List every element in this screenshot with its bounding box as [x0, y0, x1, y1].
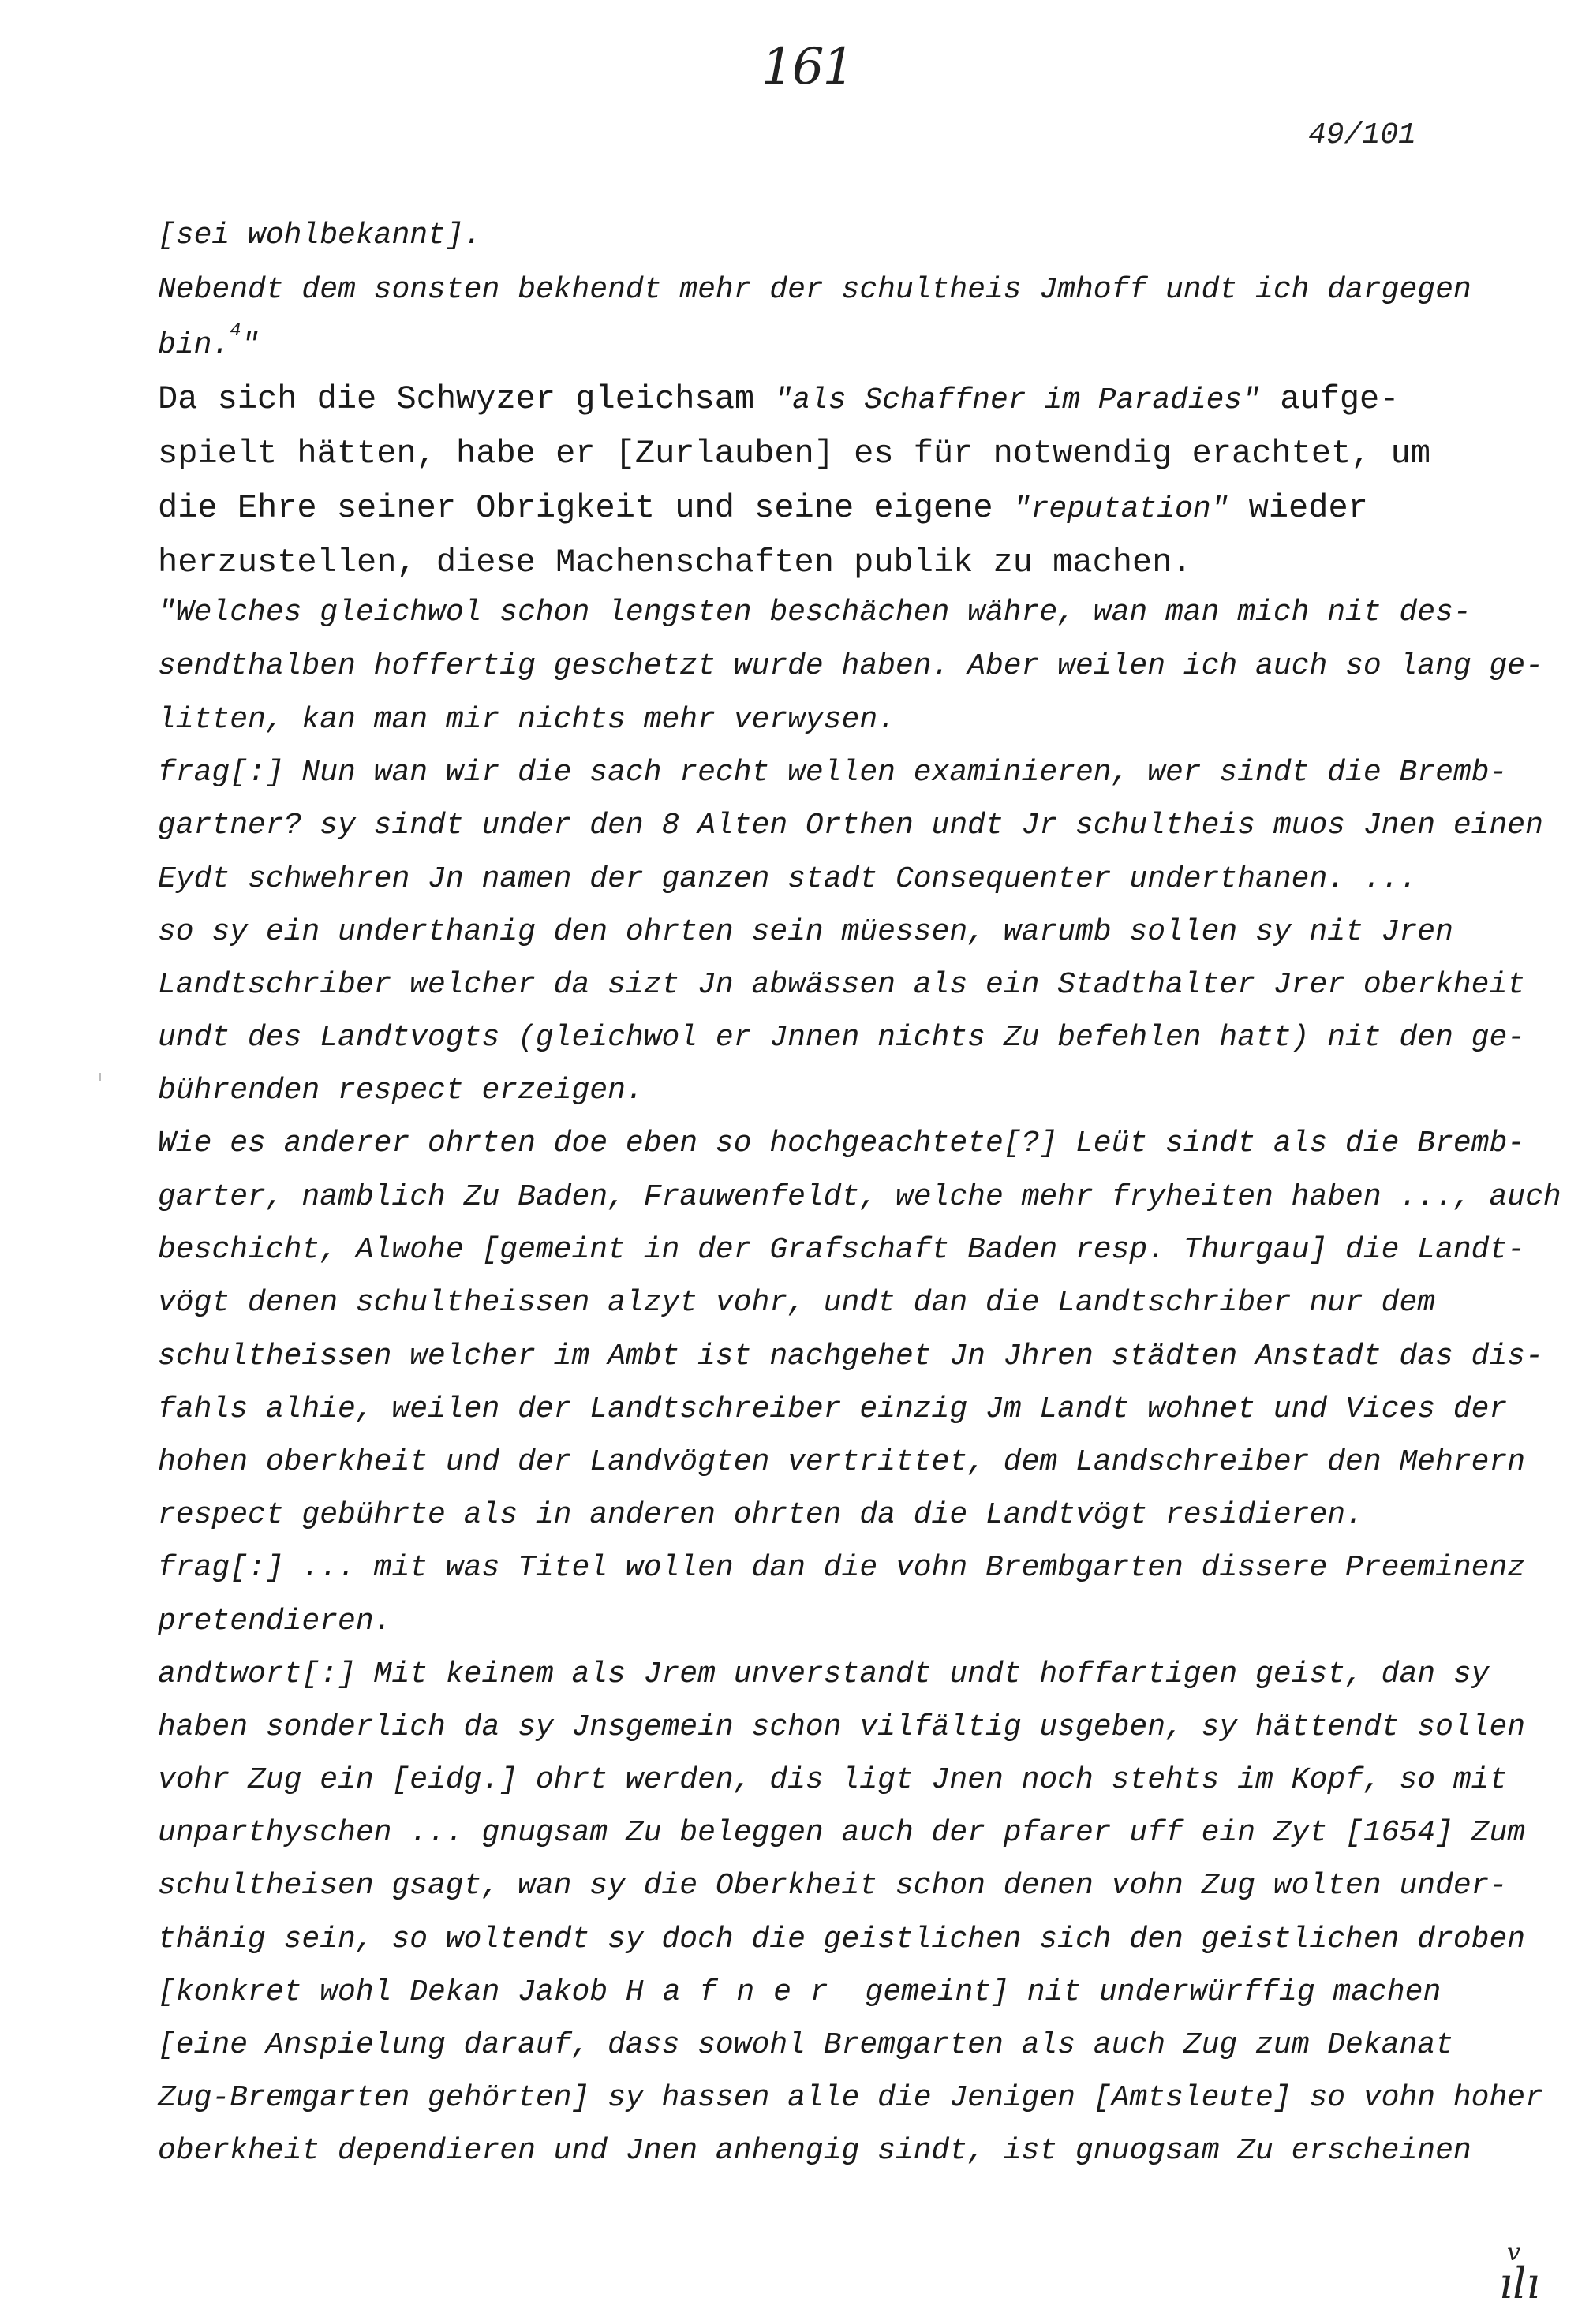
text-line: Eydt schwehren Jn namen der ganzen stadt Consequenter underthanen. ...: [158, 862, 1418, 896]
text-line: gartner? sy sindt under den 8 Alten Orthen undt Jr schultheis muos Jnen einen: [158, 809, 1543, 843]
text-line: vohr Zug ein [eidg.] ohrt werden, dis ligt Jnen noch stehts im Kopf, so mit: [158, 1763, 1508, 1797]
text-line: [sei wohlbekannt].: [158, 219, 482, 252]
margin-mark: [99, 1073, 101, 1081]
text-line: [158, 380, 1399, 418]
text-span: wieder: [1228, 489, 1368, 527]
text-line: unparthyschen ... gnugsam Zu beleggen auch der pfarer uff ein Zyt [1654] Zum: [158, 1816, 1526, 1850]
text-line: bührenden respect erzeigen.: [158, 1074, 644, 1108]
text-line: undt des Landtvogts (gleichwol er Jnnen nichts Zu befehlen hatt) nit den ge-: [158, 1021, 1526, 1055]
document-number: 49/101: [1308, 118, 1416, 152]
text-line: spielt hätten, habe er [Zurlauben] es für notwendig erachtet, um: [158, 435, 1431, 473]
text-span: [konkret wohl Dekan Jakob: [158, 1975, 626, 2009]
footnote-marker: 4: [230, 320, 241, 342]
spaced-name: Hafner: [625, 1975, 847, 2009]
text-line: frag[:] ... mit was Titel wollen dan die vohn Brembgarten dissere Preeminenz: [158, 1551, 1526, 1585]
text-line: Landtschriber welcher da sizt Jn abwässen als ein Stadthalter Jrer oberkheit: [158, 968, 1526, 1002]
text-line: beschicht, Alwohe [gemeint in der Grafschaft Baden resp. Thurgau] die Landt-: [158, 1233, 1526, 1267]
text-line: [eine Anspielung darauf, dass sowohl Bremgarten als auch Zug zum Dekanat: [158, 2028, 1453, 2062]
text-line: vögt denen schultheissen alzyt vohr, undt dan die Landtschriber nur dem: [158, 1286, 1436, 1320]
text-line: [158, 320, 260, 362]
text-line: frag[:] Nun wan wir die sach recht wellen examinieren, wer sindt die Bremb-: [158, 756, 1508, 790]
folio-number: 161: [761, 38, 854, 96]
text-line: haben sonderlich da sy Jnsgemein schon vilfältig usgeben, sy hättendt sollen: [158, 1710, 1526, 1744]
text-span: die Ehre seiner Obrigkeit und seine eigene: [158, 489, 1013, 527]
handwritten-page-mark: ılı: [1499, 2259, 1540, 2308]
text-line: herzustellen, diese Machenschaften publik zu machen.: [158, 544, 1192, 581]
text-line: sendthalben hoffertig geschetzt wurde haben. Aber weilen ich auch so lang ge-: [158, 649, 1543, 683]
text-line: andtwort[:] Mit keinem als Jrem unverstandt undt hoffartigen geist, dan sy: [158, 1657, 1490, 1691]
text-line: [158, 489, 1368, 527]
text-line: pretendieren.: [158, 1605, 392, 1638]
text-line: Wie es anderer ohrten doe eben so hochgeachtete[?] Leüt sindt als die Bremb-: [158, 1127, 1526, 1160]
text-line: respect gebührte als in anderen ohrten da die Landtvögt residieren.: [158, 1498, 1363, 1532]
text-line: so sy ein underthanig den ohrten sein müessen, warumb sollen sy nit Jren: [158, 915, 1453, 949]
text-line: fahls alhie, weilen der Landtschreiber einzig Jm Landt wohnet und Vices der: [158, 1392, 1508, 1426]
text-span: ": [241, 328, 260, 362]
text-line: [158, 1975, 1441, 2009]
text-line: schultheisen gsagt, wan sy die Oberkheit schon denen vohn Zug wolten under-: [158, 1869, 1508, 1903]
text-line: schultheissen welcher im Ambt ist nachgehet Jn Jhren städten Anstadt das dis-: [158, 1339, 1543, 1373]
handwritten-check-mark: v: [1507, 2239, 1520, 2266]
text-line: thänig sein, so woltendt sy doch die geistlichen sich den geistlichen droben: [158, 1922, 1526, 1956]
text-line: litten, kan man mir nichts mehr verwysen.: [158, 703, 896, 737]
text-span: bin.: [158, 328, 230, 362]
text-line: Zug-Bremgarten gehörten] sy hassen alle die Jenigen [Amtsleute] so vohn hoher: [158, 2081, 1543, 2115]
text-line: "Welches gleichwol schon lengsten beschächen währe, wan man mich nit des-: [158, 596, 1471, 630]
quoted-phrase: "reputation": [1012, 492, 1229, 526]
text-line: hohen oberkheit und der Landvögten vertrittet, dem Landschreiber den Mehrern: [158, 1445, 1526, 1479]
text-span: gemeint] nit underwürffig machen: [847, 1975, 1442, 2009]
text-span: Da sich die Schwyzer gleichsam: [158, 380, 775, 418]
text-line: oberkheit dependieren und Jnen anhengig sindt, ist gnuogsam Zu erscheinen: [158, 2134, 1471, 2168]
text-span: aufge-: [1260, 380, 1400, 418]
quoted-phrase: "als Schaffner im Paradies": [774, 383, 1261, 417]
text-line: garter, namblich Zu Baden, Frauwenfeldt, welche mehr fryheiten haben ..., auch: [158, 1180, 1561, 1214]
text-line: Nebendt dem sonsten bekhendt mehr der schultheis Jmhoff undt ich dargegen: [158, 273, 1471, 307]
